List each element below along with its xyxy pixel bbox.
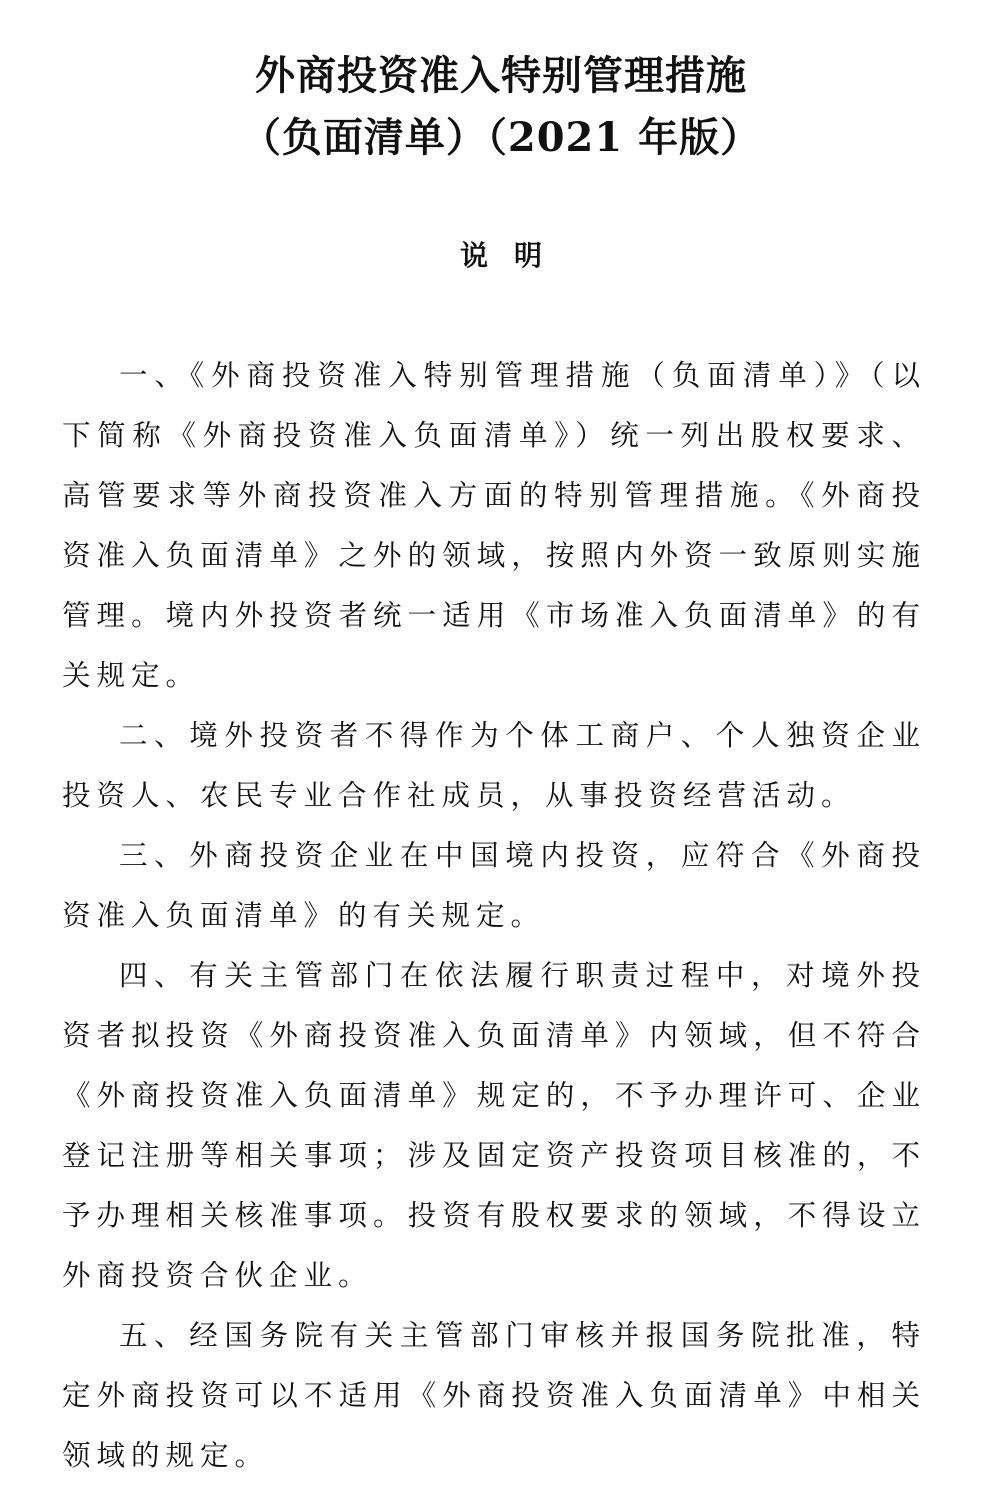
paragraph-2: 二、境外投资者不得作为个体工商户、个人独资企业投资人、农民专业合作社成员，从事投资经营活动。 <box>62 719 926 812</box>
paragraph-4: 四、有关主管部门在依法履行职责过程中，对境外投资者拟投资《外商投资准入负面清单》内领域，但不符合《外商投资准入负面清单》规定的，不予办理许可、企业登记注册等相关事项；涉及固定资产投资项目核准的，不予办理相关核准事项。投资有股权要求的领域，不得设立外商投资合伙企业。 <box>62 959 926 1292</box>
document-body <box>62 346 926 1486</box>
paragraph-5: 五、经国务院有关主管部门审核并报国务院批准，特定外商投资可以不适用《外商投资准入负面清单》中相关领域的规定。 <box>62 1319 926 1472</box>
paragraph-3: 三、外商投资企业在中国境内投资，应符合《外商投资准入负面清单》的有关规定。 <box>62 839 926 932</box>
section-heading: 说明 <box>459 239 568 272</box>
document-title-line1: 外商投资准入特别管理措施 <box>255 52 747 99</box>
paragraph-1: 一、《外商投资准入特别管理措施（负面清单）》（以下简称《外商投资准入负面清单》）统一列出股权要求、高管要求等外商投资准入方面的特别管理措施。《外商投资准入负面清单》之外的领域，按照内外资一致原则实施管理。境内外投资者统一适用《市场准入负面清单》的有关规定。 <box>62 359 926 692</box>
document-title-line2: （负面清单）（2021 年版） <box>240 114 762 161</box>
